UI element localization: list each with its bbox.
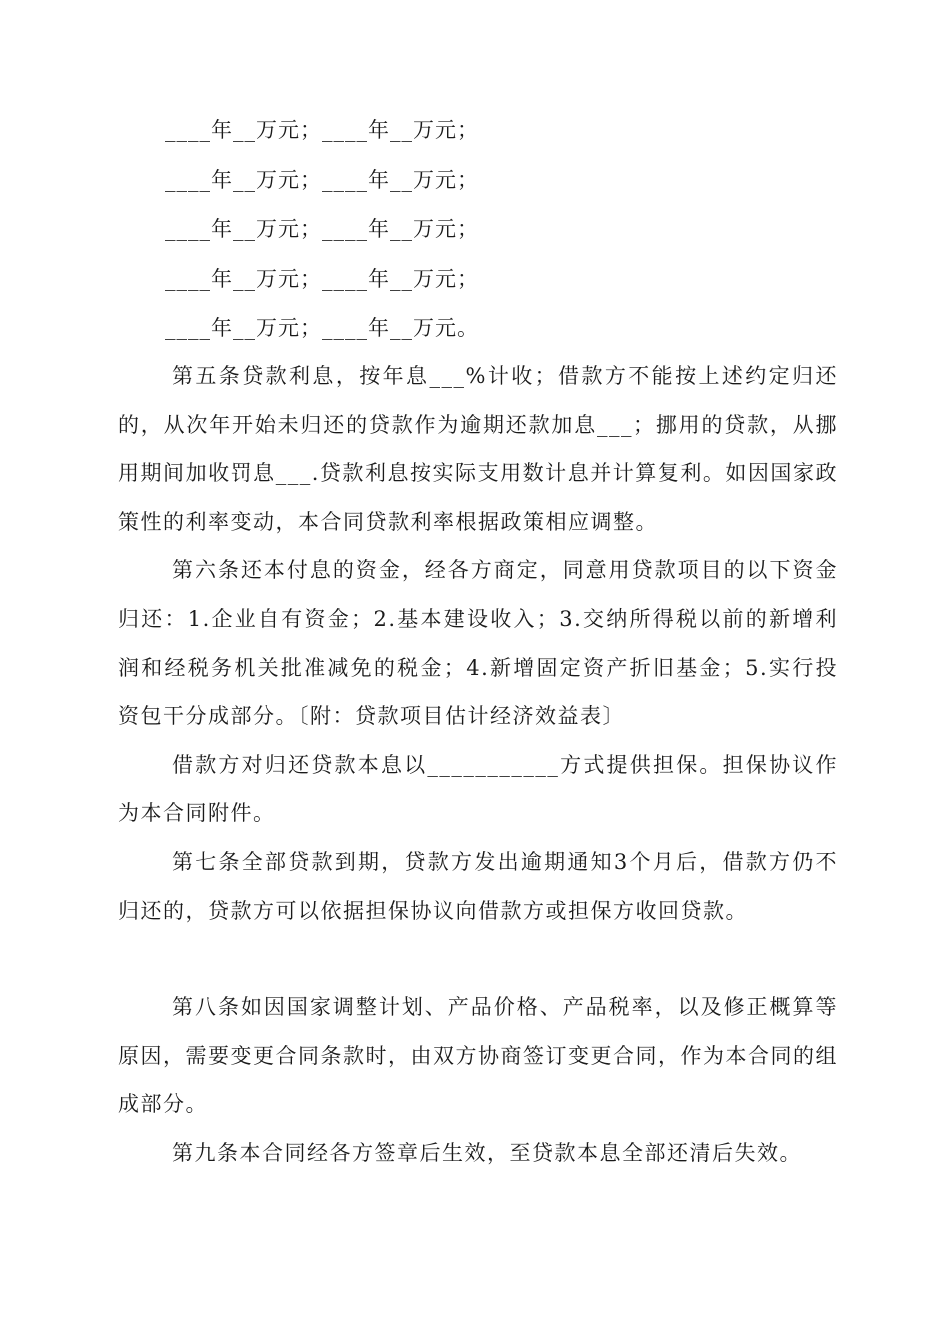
schedule-line: ____年__万元；____年__万元； bbox=[165, 266, 479, 291]
article-5-interest: 第五条贷款利息，按年息___%计收；借款方不能按上述约定归还的，从次年开始未归还的贷款作为逾期还款加息___；挪用的贷款，从挪用期间加收罚息___.贷款利息按实际支用数计息并计算复利。如因国家政策性的利率变动，本合同贷款利率根据政策相应调整。 bbox=[118, 364, 838, 534]
schedule-line: ____年__万元；____年__万元； bbox=[165, 217, 479, 241]
article-8-amendment: 第八条如因国家调整计划、产品价格、产品税率，以及修正概算等原因，需要变更合同条款时，由双方协商签订变更合同，作为本合同的组成部分。 bbox=[118, 995, 838, 1117]
contract-body bbox=[118, 352, 838, 1178]
article-7-maturity: 第七条全部贷款到期，贷款方发出逾期通知3个月后，借款方仍不归还的，贷款方可以依据担保协议向借款方或担保方收回贷款。 bbox=[118, 849, 838, 923]
schedule-line: ____年__万元；____年__万元。 bbox=[165, 316, 479, 340]
article-6-repayment-funds: 第六条还本付息的资金，经各方商定，同意用贷款项目的以下资金归还：1.企业自有资金；2.基本建设收入；3.交纳所得税以前的新增利润和经税务机关批准减免的税金；4.新增固定资产折旧基金；5.实行投资包干分成部分。〔附：贷款项目估计经济效益表〕 bbox=[118, 558, 838, 729]
schedule-line: ____年__万元；____年__万元； bbox=[165, 167, 479, 192]
article-9-effectiveness: 第九条本合同经各方签章后生效，至贷款本息全部还清后失效。 bbox=[172, 1140, 802, 1165]
repayment-schedule bbox=[165, 106, 665, 354]
guarantee-clause: 借款方对归还贷款本息以___________方式提供担保。担保协议作为本合同附件。 bbox=[118, 752, 838, 826]
schedule-line: ____年__万元；____年__万元； bbox=[165, 118, 479, 142]
